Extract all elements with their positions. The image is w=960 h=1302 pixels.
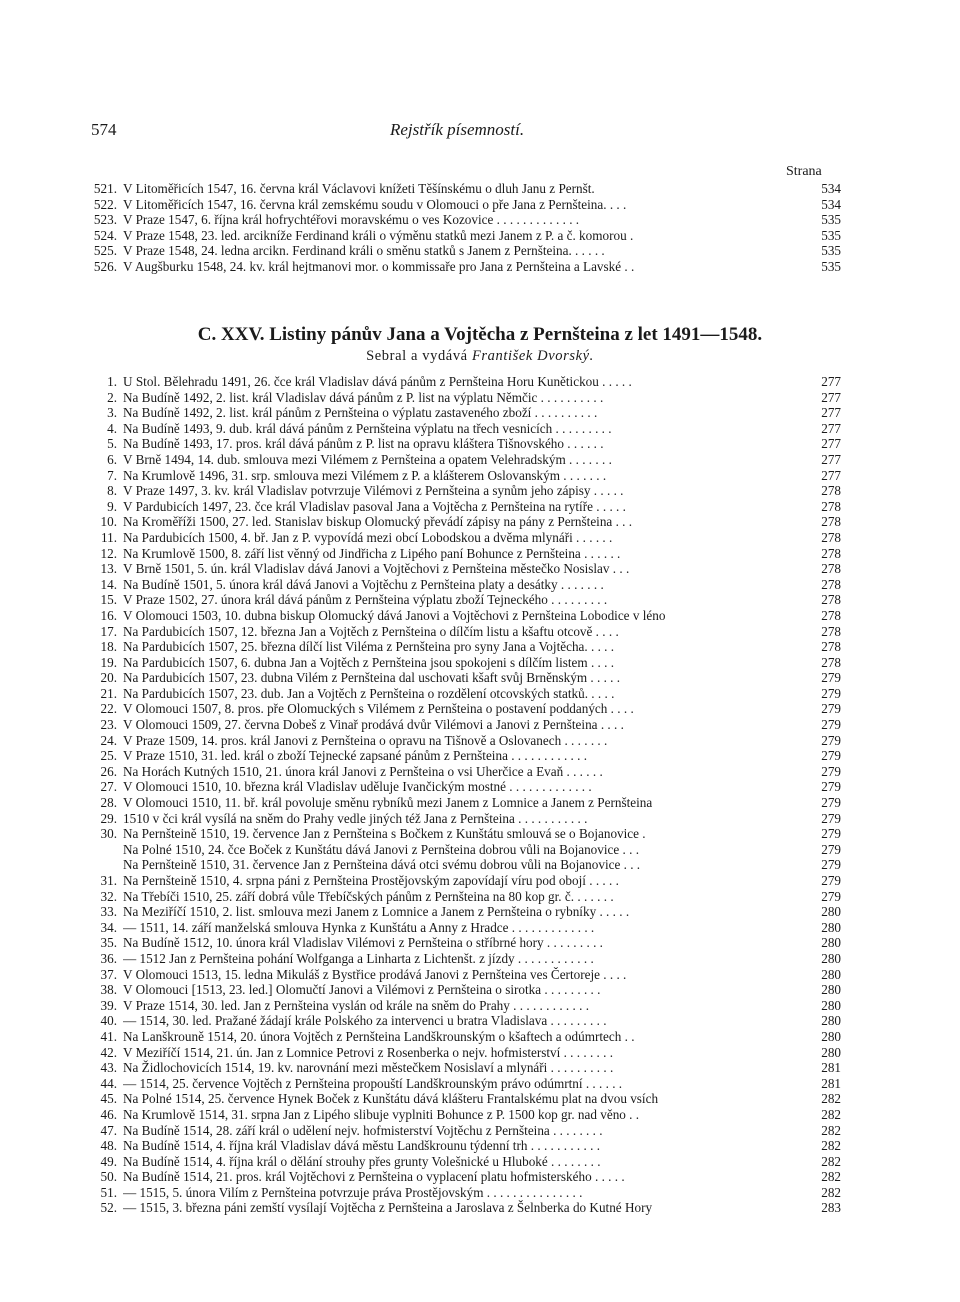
entry-row [91, 228, 841, 244]
entry-text: — 1514, 25. července Vojtěch z Pernšteina propouští Landškrounským právo odúmrtní . . . . . . [123, 1075, 623, 1091]
entry-number: 42. [100, 1044, 117, 1060]
entry-page: 279 [821, 685, 841, 701]
entry-page: 535 [821, 243, 841, 259]
entry-row [91, 1060, 841, 1076]
entry-page: 282 [821, 1153, 841, 1169]
entry-row [91, 686, 841, 702]
entry-page: 278 [821, 639, 841, 655]
entry-page: 279 [821, 670, 841, 686]
entry-row [91, 436, 841, 452]
entry-number: 27. [100, 779, 117, 795]
entry-number: 11. [101, 529, 117, 545]
entry-row [91, 1029, 841, 1045]
entry-page: 282 [821, 1091, 841, 1107]
entry-row [91, 1154, 841, 1170]
entry-text: U Stol. Bělehradu 1491, 26. čce král Vladislav dává pánům z Pernšteina Horu Kunětickou . . . . . [123, 374, 632, 389]
entry-row [91, 624, 841, 640]
entry-number: 30. [100, 826, 117, 842]
entry-text: Na Pardubicích 1507, 23. dub. Jan a Vojtěch z Pernšteina o rozdělení otcovských statků. . . . . [123, 685, 615, 701]
entry-page: 277 [821, 451, 841, 467]
entry-row [91, 904, 841, 920]
entry-row [91, 1013, 841, 1029]
entry-row [91, 1138, 841, 1154]
entry-row [91, 577, 841, 593]
entry-number: 25. [100, 748, 117, 764]
entry-row [91, 1169, 841, 1185]
entry-row [91, 967, 841, 983]
entry-number: 526. [93, 258, 117, 274]
entry-text: Na Pernšteině 1510, 19. července Jan z Pernšteina s Bočkem z Kunštátu smlouvá se o Bojanovice . [123, 826, 646, 842]
entry-text: Na Budíně 1492, 2. list. král pánům z Pernšteina o výplatu zastaveného zboží . . . . . . . . . . [123, 405, 598, 421]
entry-page: 278 [821, 498, 841, 514]
entry-page: 277 [821, 389, 841, 405]
entry-row [91, 811, 841, 827]
entry-number: 39. [100, 997, 117, 1013]
entry-number: 5. [107, 436, 117, 452]
entry-page: 280 [821, 966, 841, 982]
entry-number: 24. [100, 732, 117, 748]
entry-text: Na Budíně 1492, 2. list. král Vladislav dává pánům z P. list na výplatu Němčic . . . . . . . . . . [123, 389, 604, 405]
entry-text: Na Budíně 1514, 28. září král o udělení nejv. hofmisterství Vojtěchu z Pernšteina . . . . . . . . [123, 1122, 603, 1138]
entry-page: 280 [821, 1028, 841, 1044]
entry-page: 279 [821, 717, 841, 733]
entry-text: Na Budíně 1514, 4. října král o dělání strouhy přes grunty Volešnické u Hluboké . . . . . . . . [123, 1153, 601, 1169]
entry-row [91, 1076, 841, 1092]
entry-row [91, 842, 841, 858]
entry-number: 32. [100, 888, 117, 904]
entry-page: 279 [821, 779, 841, 795]
entry-number: 2. [107, 389, 117, 405]
entry-row [91, 1091, 841, 1107]
entry-row [91, 779, 841, 795]
entry-text: Na Meziříčí 1510, 2. list. smlouva mezi Janem z Lomnice a Janem z Pernšteina o rybníky . . . . . [123, 904, 630, 920]
entry-text: Na Pardubicích 1507, 6. dubna Jan a Vojtěch z Pernšteina jsou spokojeni s dílčím listem . . . . [123, 654, 615, 670]
entry-row [91, 998, 841, 1014]
editor-name: František Dvorský. [471, 348, 594, 364]
entry-text: Na Krumlově 1514, 31. srpna Jan z Lipého slibuje vyplniti Bohunce z P. 1500 kop gr. nad věno . . [123, 1106, 640, 1122]
entry-row [91, 530, 841, 546]
entry-row [91, 857, 841, 873]
entry-page: 282 [821, 1138, 841, 1154]
previous-section-entries [91, 181, 841, 275]
entry-number: 21. [100, 685, 117, 701]
entry-page: 279 [821, 873, 841, 888]
entry-page: 278 [821, 592, 841, 608]
entry-number: 23. [100, 717, 117, 733]
entry-number: 522. [93, 196, 117, 212]
entry-text: V Praze 1547, 6. října král hofrychtéřovi moravskému o ves Kozovice . . . . . . . . . . . . . [123, 212, 580, 228]
entry-number: 12. [100, 545, 117, 561]
entry-page: 283 [821, 1200, 841, 1216]
entry-text: — 1515, 3. března páni zemští vysílají Vojtěcha z Pernšteina a Jaroslava z Šelnberka do Kutné Hory [123, 1200, 653, 1216]
entry-number: 37. [100, 966, 117, 982]
entry-text: Na Třebíči 1510, 25. září dobrá vůle Třebíčských pánům z Pernšteina na 80 kop gr. č. . . . . . . [123, 888, 614, 904]
entry-number: 31. [100, 873, 117, 888]
entry-page: 279 [821, 841, 841, 857]
entry-number: 13. [100, 561, 117, 577]
entry-number: 19. [100, 654, 117, 670]
entry-text: 1510 v čci král vysílá na sněm do Prahy vedle jiných též Jana z Pernšteina . . . . . . . . . . . [123, 810, 588, 826]
entry-page: 278 [821, 576, 841, 592]
entry-row [91, 1045, 841, 1061]
entry-row [91, 639, 841, 655]
entry-text: Na Kroměříži 1500, 27. led. Stanislav biskup Olomucký převádí zápisy na pány z Pernšteina . . . [123, 514, 633, 530]
entry-page: 279 [821, 857, 841, 873]
entry-row [91, 243, 841, 259]
entry-text: V Olomouci 1510, 10. března král Vladislav uděluje Ivančickým mostné . . . . . . . . . . . . . [123, 779, 592, 795]
entry-text: Na Budíně 1493, 9. dub. král dává pánům z Pernšteina výplatu na třech vesnicích . . . . . . . . . [123, 420, 612, 436]
entry-page: 535 [821, 212, 841, 228]
entry-row [91, 561, 841, 577]
entry-row [91, 405, 841, 421]
entry-page: 280 [821, 1013, 841, 1029]
entry-row [91, 483, 841, 499]
entry-page: 280 [821, 1044, 841, 1060]
entry-text: Na Pernšteině 1510, 4. srpna páni z Pernšteina Prostějovským zapovídají víru pod obojí . . . . . [123, 873, 619, 888]
subheading-prefix: Sebral a vydává [366, 348, 472, 364]
entry-number: 10. [100, 514, 117, 530]
entry-text: V Olomouci 1513, 15. ledna Mikuláš z Bystřice prodává Janovi z Pernšteina ves Čertoreje . . . . [123, 966, 627, 982]
entry-number: 44. [100, 1075, 117, 1091]
entry-number: 20. [100, 670, 117, 686]
entry-page: 277 [821, 420, 841, 436]
entry-row [91, 1107, 841, 1123]
entry-text: V Praze 1514, 30. led. Jan z Pernšteina vyslán od krále na sněm do Prahy . . . . . . . . . . . . [123, 997, 589, 1013]
entry-number: 521. [93, 181, 117, 196]
entry-row [91, 670, 841, 686]
entry-row [91, 1123, 841, 1139]
entry-text: Na Židlochovicích 1514, 19. kv. narovnání mezi městečkem Nosislaví a mlynáři . . . . . . . . . . [123, 1060, 614, 1076]
entry-number: 49. [100, 1153, 117, 1169]
entry-page: 277 [821, 405, 841, 421]
entry-page: 277 [821, 436, 841, 452]
entry-row [91, 951, 841, 967]
entry-text: Na Budíně 1512, 10. února král Vladislav Vilémovi z Pernšteina o stříbrné hory . . . . . . . . . [123, 935, 603, 951]
entry-number: 8. [107, 483, 117, 499]
entry-number: 17. [100, 623, 117, 639]
entry-number: 48. [100, 1138, 117, 1154]
entry-row [91, 1185, 841, 1201]
entry-row [91, 374, 841, 390]
entry-text: Na Budíně 1493, 17. pros. král dává pánům z P. list na opravu kláštera Tišnovského . . . . . . [123, 436, 604, 452]
entry-text: — 1514, 30. led. Pražané žádají krále Polského za intervenci u bratra Vladislava . . . . . . . . . [123, 1013, 607, 1029]
entry-text: Na Budíně 1501, 5. února král dává Janovi a Vojtěchu z Pernšteina platy a desátky . . . . . . . [123, 576, 604, 592]
entry-number: 29. [100, 810, 117, 826]
entry-number: 6. [107, 451, 117, 467]
entry-row [91, 421, 841, 437]
entry-page: 280 [821, 982, 841, 998]
section-subheading [0, 348, 960, 365]
entry-number: 524. [93, 227, 117, 243]
entry-row [91, 452, 841, 468]
entry-page: 534 [821, 196, 841, 212]
entry-page: 282 [821, 1106, 841, 1122]
entry-text: Na Polné 1514, 25. července Hynek Boček z Kunštátu dává klášteru Frantalskému plat na dvou vsích [123, 1091, 659, 1107]
entry-text: Na Krumlově 1496, 31. srp. smlouva mezi Vilémem z P. a klášterem Oslovanským . . . . . . . [123, 467, 607, 483]
entry-text: V Olomouci [1513, 23. led.] Olomučtí Janovi a Vilémovi z Pernšteina o sirotka . . . . . . . . . [123, 982, 601, 998]
entry-page: 282 [821, 1184, 841, 1200]
entry-row [91, 592, 841, 608]
entry-number: 22. [100, 701, 117, 717]
entry-text: Na Budíně 1514, 4. října král Vladislav dává městu Landškrounu týdenní trh . . . . . . . . . . . [123, 1138, 600, 1154]
document-entries [91, 374, 841, 1216]
entry-text: Na Polné 1510, 24. čce Boček z Kunštátu dává Janovi z Pernšteina dobrou vůli na Bojanovice . . . [123, 841, 640, 857]
entry-page: 280 [821, 935, 841, 951]
entry-number: 3. [107, 405, 117, 421]
entry-number: 1. [107, 374, 117, 389]
running-title: Rejstřík písemností. [390, 120, 525, 139]
entry-row [91, 212, 841, 228]
page-column-label: Strana [786, 164, 822, 179]
entry-text: Na Pardubicích 1507, 25. března dílčí list Viléma z Pernšteina pro syny Jana a Vojtěcha. . . . . [123, 639, 615, 655]
entry-page: 534 [821, 181, 841, 196]
entry-page: 279 [821, 826, 841, 842]
entry-number: 18. [100, 639, 117, 655]
entry-text: V Olomouci 1509, 27. června Dobeš z Vinař prodává dvůr Vilémovi a Janovi z Pernšteina . . . . [123, 717, 624, 733]
entry-page: 278 [821, 483, 841, 499]
entry-text: Na Krumlově 1500, 8. září list věnný od Jindřicha z Lipého paní Bohunce z Pernšteina . . . . . . [123, 545, 621, 561]
entry-text: V Olomouci 1510, 11. bř. král povoluje směnu rybníků mezi Janem z Lomnice a Janem z Pernšteina [123, 795, 653, 811]
entry-text: Na Budíně 1514, 21. pros. král Vojtěchovi z Pernšteina o vyplacení platu hofmisterského . . . . . [123, 1169, 625, 1185]
entry-text: Na Pardubicích 1500, 4. bř. Jan z P. vypovídá mezi obcí Lobodskou a dvěma mlynáři . . . . . . [123, 529, 613, 545]
entry-page: 282 [821, 1122, 841, 1138]
entry-text: V Litoměřicích 1547, 16. června král zemskému soudu v Olomouci o pře Jana z Pernšteina. . . . [123, 196, 627, 212]
entry-text: V Meziříčí 1514, 21. ún. Jan z Lomnice Petrovi z Rosenberka o nejv. hofmisterství . . . . . . . . [123, 1044, 614, 1060]
entry-row [91, 181, 841, 197]
entry-page: 281 [821, 1060, 841, 1076]
entry-text: V Augšburku 1548, 24. kv. král hejtmanovi mor. o kommissaře pro Jana z Pernšteina a Lavské . . [123, 258, 635, 274]
entry-row [91, 764, 841, 780]
entry-number: 15. [100, 592, 117, 608]
entry-page: 279 [821, 795, 841, 811]
entry-row [91, 826, 841, 842]
entry-page: 280 [821, 919, 841, 935]
entry-text: V Olomouci 1507, 8. pros. pře Olomuckých s Vilémem z Pernšteina o postavení poddaných . . . . [123, 701, 634, 717]
entry-page: 279 [821, 701, 841, 717]
entry-number: 14. [100, 576, 117, 592]
entry-number: 46. [100, 1106, 117, 1122]
entry-row [91, 514, 841, 530]
entry-text: — 1511, 14. září manželská smlouva Hynka z Kunštátu a Anny z Hradce . . . . . . . . . . . . . [123, 919, 595, 935]
entry-text: V Olomouci 1503, 10. dubna biskup Olomucký dává Janovi a Vojtěchovi z Pernšteina Lobodice v léno [123, 607, 666, 623]
entry-number: 38. [100, 982, 117, 998]
entry-text: Na Horách Kutných 1510, 21. února král Janovi z Pernšteina o vsi Uherčice a Evaň . . . . . . [123, 763, 603, 779]
entry-number: 525. [93, 243, 117, 259]
entry-text: V Praze 1548, 24. ledna arcikn. Ferdinand králi o směnu statků s Janem z Pernšteina. . . . . . [123, 243, 605, 259]
entry-row [91, 1200, 841, 1216]
entry-page: 282 [821, 1169, 841, 1185]
entry-number: 51. [100, 1184, 117, 1200]
entry-number: 40. [100, 1013, 117, 1029]
entry-number: 9. [107, 498, 117, 514]
entry-page: 279 [821, 732, 841, 748]
entry-page: 279 [821, 763, 841, 779]
entry-number: 34. [100, 919, 117, 935]
entry-text: V Brně 1501, 5. ún. král Vladislav dává Janovi a Vojtěchovi z Pernšteina městečko Nosislav . . . [123, 561, 630, 577]
entry-page: 278 [821, 545, 841, 561]
entry-row [91, 390, 841, 406]
entry-text: V Litoměřicích 1547, 16. června král Václavovi knížeti Těšínskému o dluh Janu z Pernšt. [123, 181, 595, 196]
entry-text: V Praze 1502, 27. února král dává pánům z Pernšteina výplatu zboží Tejneckého . . . . . . . . . [123, 592, 608, 608]
entry-page: 280 [821, 950, 841, 966]
entry-row [91, 499, 841, 515]
entry-page: 279 [821, 748, 841, 764]
entry-row [91, 717, 841, 733]
entry-page: 278 [821, 514, 841, 530]
entry-text: V Pardubicích 1497, 23. čce král Vladislav pasoval Jana a Vojtěcha z Pernšteina na rytíře . . . . . [123, 498, 626, 514]
entry-number: 26. [100, 763, 117, 779]
entry-row [91, 468, 841, 484]
entry-number: 36. [100, 950, 117, 966]
entry-number: 47. [100, 1122, 117, 1138]
entry-number: 523. [93, 212, 117, 228]
entry-text: Na Pernšteině 1510, 31. července Jan z Pernšteina dává otci svému dobrou vůli na Bojanovice . . . [123, 857, 641, 873]
entry-row [91, 982, 841, 998]
entry-page: 535 [821, 258, 841, 274]
entry-number: 43. [100, 1060, 117, 1076]
entry-number: 35. [100, 935, 117, 951]
entry-number: 33. [100, 904, 117, 920]
entry-text: Na Pardubicích 1507, 23. dubna Vilém z Pernšteina dal uschovati kšaft svůj Brněnským . . . . . [123, 670, 621, 686]
entry-text: V Praze 1509, 14. pros. král Janovi z Pernšteina o opravu na Tišnově a Oslovanech . . . . . . . [123, 732, 608, 748]
entry-number: 50. [100, 1169, 117, 1185]
entry-text: Na Lanškrouně 1514, 20. února Vojtěch z Pernšteina Landškrounským o kšaftech a odúmrtech . . [123, 1028, 635, 1044]
entry-row [91, 197, 841, 213]
entry-row [91, 733, 841, 749]
entry-row [91, 748, 841, 764]
entry-page: 280 [821, 904, 841, 920]
entry-page: 278 [821, 529, 841, 545]
entry-text: — 1515, 5. února Vilím z Pernšteina potvrzuje práva Prostějovským . . . . . . . . . . . . . . . [123, 1184, 583, 1200]
entry-number: 41. [100, 1028, 117, 1044]
entry-page: 535 [821, 227, 841, 243]
entry-number: 7. [107, 467, 117, 483]
entry-text: V Praze 1548, 23. led. arcikníže Ferdinand králi o výměnu statků mezi Janem z P. a č. komorou . [123, 227, 634, 243]
entry-text: — 1512 Jan z Pernšteina pohání Wolfganga a Linharta z Lichtenšt. z jízdy . . . . . . . . . . . . [123, 950, 594, 966]
entry-number: 45. [100, 1091, 117, 1107]
entry-page: 279 [821, 888, 841, 904]
entry-row [91, 920, 841, 936]
entry-text: Na Pardubicích 1507, 12. března Jan a Vojtěch z Pernšteina o dílčím listu a kšaftu otcově . . . . [123, 623, 619, 639]
entry-page: 277 [821, 467, 841, 483]
section-heading: C. XXV. Listiny pánův Jana a Vojtěcha z Pernšteina z let 1491—1548. [197, 324, 763, 345]
page-number: 574 [91, 120, 117, 139]
entry-row [91, 701, 841, 717]
entry-row [91, 889, 841, 905]
entry-row [91, 655, 841, 671]
entry-text: V Brně 1494, 14. dub. smlouva mezi Vilémem z Pernšteina a opatem Velehradským . . . . . . . [123, 451, 612, 467]
entry-number: 16. [100, 607, 117, 623]
entry-row [91, 259, 841, 275]
entry-row [91, 608, 841, 624]
entry-text: V Praze 1510, 31. led. král o zboží Tejnecké zapsané pánům z Pernšteina . . . . . . . . . . . . [123, 748, 588, 764]
entry-row [91, 935, 841, 951]
entry-row [91, 795, 841, 811]
entry-row [91, 546, 841, 562]
entry-page: 278 [821, 623, 841, 639]
entry-page: 277 [821, 374, 841, 389]
entry-page: 281 [821, 1075, 841, 1091]
entry-page: 278 [821, 607, 841, 623]
entry-number: 28. [100, 795, 117, 811]
entry-page: 279 [821, 810, 841, 826]
entry-row [91, 873, 841, 889]
entry-number: 52. [100, 1200, 117, 1216]
entry-page: 278 [821, 654, 841, 670]
entry-page: 278 [821, 561, 841, 577]
entry-page: 280 [821, 997, 841, 1013]
entry-number: 4. [107, 420, 117, 436]
entry-text: V Praze 1497, 3. kv. král Vladislav potvrzuje Vilémovi z Pernšteina a synům jeho zápisy . . . . . [123, 483, 624, 499]
